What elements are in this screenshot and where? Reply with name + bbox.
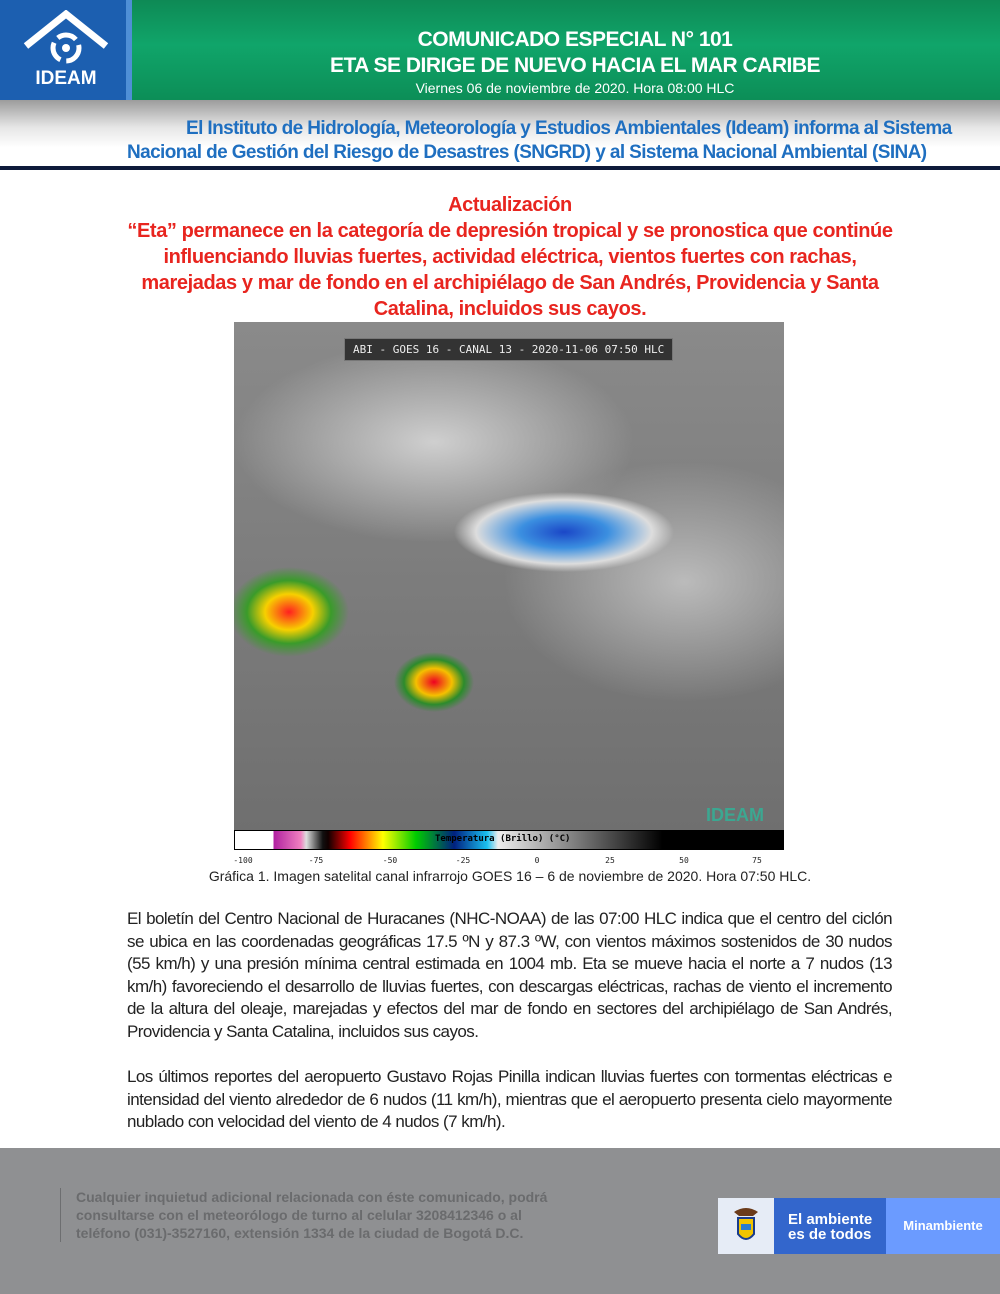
intro-line-2: Nacional de Gestión del Riesgo de Desastres (SNGRD) y al Sistema Nacional Ambiental (SINA): [127, 142, 927, 163]
colorbar-tick: -25: [455, 856, 471, 865]
colorbar-tick: 75: [752, 856, 762, 865]
slogan: [774, 1198, 886, 1254]
body-paragraph-1: El boletín del Centro Nacional de Huracanes (NHC-NOAA) de las 07:00 HLC indica que el centro del ciclón se ubica en las coordenadas geográficas 17.5 ºN y 87.3 ºW, con vientos máximos sostenidos de 30 nudos (55 km/h) y una presión mínima central estimada en 1004 mb. Eta se mueve hacia el norte a 7 nudos (13 km/h) favoreciendo el desarrollo de lluvias fuertes, con descargas eléctricas, rachas de viento el incremento de la altura del oleaje, marejadas y efectos del mar de fondo en sectores del archipiélago de San Andrés, Providencia y Santa Catalina, incluidos sus cayos.: [127, 909, 892, 1041]
colorbar-tick: -75: [308, 856, 324, 865]
minambiente-logo: [718, 1198, 1000, 1254]
bulletin-number: COMUNICADO ESPECIAL N° 101: [417, 28, 733, 51]
colorbar-tick: 0: [534, 856, 540, 865]
headline-line: “Eta” permanece en la categoría de depresión tropical y se pronostica que continúe: [127, 220, 893, 242]
figure-caption: Gráfica 1. Imagen satelital canal infrarrojo GOES 16 – 6 de noviembre de 2020. Hora 07:50 HLC.: [208, 868, 812, 884]
temperature-colorbar: [234, 830, 784, 850]
body-paragraph-2: Los últimos reportes del aeropuerto Gustavo Rojas Pinilla indican lluvias fuertes con tormentas eléctricas e intensidad del viento alrededor de 6 nudos (11 km/h), mientras que el aeropuerto presenta cielo mayormente nublado con velocidad del viento de 4 nudos (7 km/h).: [127, 1067, 892, 1131]
ideam-logo-icon: [22, 10, 110, 68]
header-banner: [0, 0, 1000, 100]
ministry-name: Minambiente: [886, 1198, 1000, 1254]
colorbar-tick: 25: [605, 856, 615, 865]
colorbar-label: Temperatura (Brillo) (°C): [435, 834, 571, 844]
headline-line: Catalina, incluidos sus cayos.: [373, 298, 647, 320]
slogan-line: El ambiente: [788, 1211, 873, 1228]
colorbar-tick: -50: [382, 856, 398, 865]
footer: [0, 1148, 1000, 1294]
intro-band: [0, 100, 1000, 168]
colorbar-tick: -100: [233, 856, 253, 865]
contact-info: Cualquier inquietud adicional relacionada con éste comunicado, podrá consultarse con el meteorólogo de turno al celular 3208412346 o al teléfono (031)-3527160, extensión 1334 de la ciudad de Bogotá D.C.: [60, 1188, 580, 1242]
ideam-watermark: IDEAM: [706, 805, 764, 825]
ideam-logo: IDEAM: [0, 0, 132, 100]
divider: [0, 166, 1000, 170]
intro-line-1: El Instituto de Hidrología, Meteorología y Estudios Ambientales (Ideam) informa al Sistema: [186, 118, 952, 139]
slogan-line: es de todos: [788, 1226, 872, 1243]
satellite-image: [234, 322, 784, 830]
bulletin-title: ETA SE DIRIGE DE NUEVO HACIA EL MAR CARIBE: [329, 54, 821, 77]
update-label: Actualización: [448, 194, 572, 216]
headline-line: marejadas y mar de fondo en el archipiélago de San Andrés, Providencia y Santa: [141, 272, 879, 294]
headline-line: influenciando lluvias fuertes, actividad eléctrica, vientos fuertes con rachas,: [163, 246, 857, 268]
bulletin-date: Viernes 06 de noviembre de 2020. Hora 08:00 HLC: [415, 80, 735, 96]
coat-of-arms-icon: [718, 1198, 774, 1254]
image-label: ABI - GOES 16 - CANAL 13 - 2020-11-06 07:50 HLC: [344, 338, 673, 361]
colorbar-tick: 50: [679, 856, 689, 865]
